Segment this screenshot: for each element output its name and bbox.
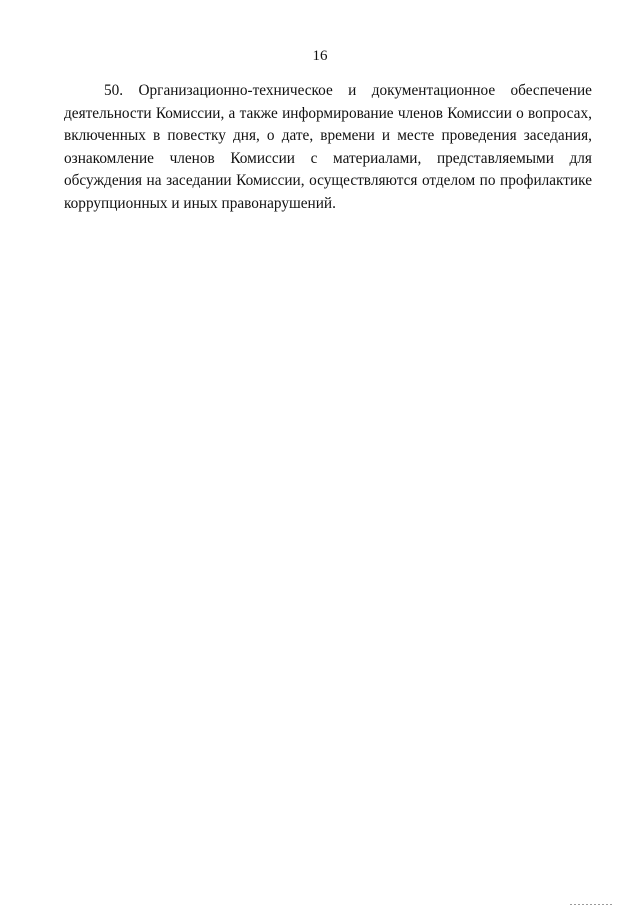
word: обеспечение: [510, 82, 592, 99]
word: деятельности: [64, 104, 152, 122]
word: повестку: [167, 127, 226, 145]
paragraph-line-2: [64, 103, 592, 126]
word: Организационно-техническое: [138, 82, 333, 99]
word: по: [479, 172, 496, 190]
word: ознакомление: [64, 149, 154, 167]
paragraph-line-5: [64, 170, 592, 193]
word: о: [516, 104, 524, 122]
word: проведения: [441, 127, 517, 145]
word: а: [228, 104, 236, 122]
word: членов: [397, 104, 444, 122]
word: в: [153, 127, 161, 145]
paragraph-line-3: [64, 125, 592, 148]
word: профилактике: [500, 172, 592, 190]
word: Комиссии,: [236, 172, 305, 190]
word: обсуждения: [64, 172, 143, 190]
word: для: [569, 149, 592, 167]
word: и: [381, 127, 391, 145]
word: дате,: [281, 127, 314, 145]
paragraph-line-4: [64, 148, 592, 171]
paragraph-line-1: [64, 80, 592, 103]
paragraph-50: [64, 80, 592, 216]
word: с: [310, 149, 318, 167]
word: Комиссии: [230, 149, 295, 167]
word: отделом: [421, 172, 476, 190]
word: Комиссии,: [155, 104, 225, 122]
word: также: [239, 104, 278, 122]
word: информирование: [282, 104, 394, 122]
word: времени: [320, 127, 375, 145]
word: заседании: [166, 172, 232, 190]
word: заседания,: [523, 127, 592, 145]
word: Комиссии: [447, 104, 512, 122]
word: включенных: [64, 127, 146, 145]
word: о: [266, 127, 275, 145]
word: представляемыми: [436, 149, 554, 167]
word: дня,: [232, 127, 260, 145]
word: документационное: [371, 82, 496, 99]
page-number: 16: [312, 48, 328, 64]
word: осуществляются: [309, 172, 418, 190]
word: на: [146, 172, 162, 190]
word: 50.: [104, 82, 124, 99]
word: материалами,: [333, 149, 422, 167]
word: членов: [169, 149, 215, 167]
word: вопросах,: [528, 104, 592, 122]
word: и: [348, 82, 357, 99]
word: месте: [397, 127, 435, 145]
paragraph-line-6: коррупционных и иных правонарушений.: [64, 194, 336, 212]
